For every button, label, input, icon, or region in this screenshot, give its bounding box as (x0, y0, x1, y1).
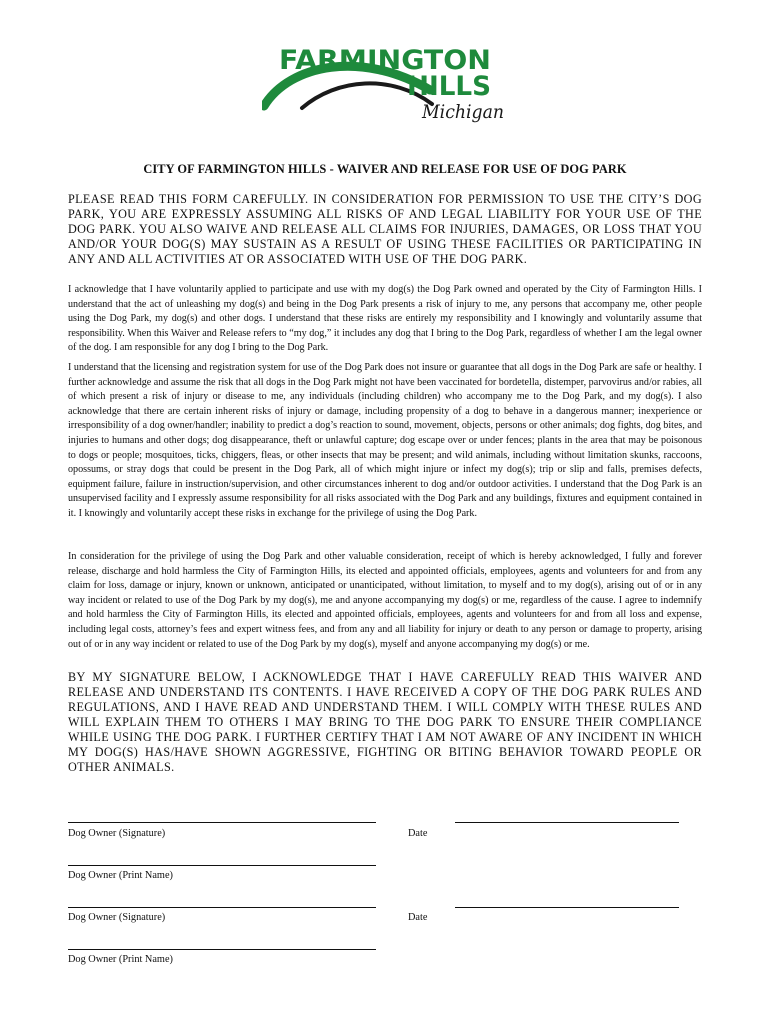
farmington-hills-logo (262, 40, 512, 125)
acknowledgement-paragraph: I acknowledge that I have voluntarily applied to participate and use with my dog(s) the Dog Park owned and operated by the City of Farmington Hills. I understand that the act of unleashing my dog(s) and being in the Dog Park presents a risk of injury to me, any persons that accompany me, other people using the Dog Park, my dog(s) and other dogs. I understand that these risks are entirely my responsibility and I knowingly and voluntarily assume that responsibility. When this Waiver and Release refers to “my dog,” it includes any dog that I bring to the Dog Park, regardless of whether I am the legal owner of the dog. I am responsible for any dog I bring to the Dog Park. (68, 284, 702, 354)
owner-print-label-2: Dog Owner (Print Name) (68, 954, 173, 965)
logo-subtitle: HILLS (407, 71, 491, 102)
owner-signature-line-2[interactable] (68, 907, 376, 908)
date-label-2: Date (408, 912, 428, 923)
intro-paragraph: PLEASE READ THIS FORM CAREFULLY. IN CONSIDERATION FOR PERMISSION TO USE THE CITY’S DOG PARK, YOU ARE EXPRESSLY ASSUMING ALL RISKS OF AND LEGAL LIABILITY FOR YOUR USE OF THE DOG PARK. YOU ALSO WAIVE AND RELEASE ALL CLAIMS FOR INJURIES, DAMAGES, OR LOSS THAT YOU AND/OR YOUR DOG(S) MAY SUSTAIN AS A RESULT OF USING THESE FACILITIES OR PARTICIPATING IN ANY AND ALL ACTIVITIES AT OR ASSOCIATED WITH USE OF THE DOG PARK. (68, 192, 702, 266)
owner-print-line-2[interactable] (68, 949, 376, 950)
logo-title: FARMINGTON (279, 45, 491, 76)
owner-print-line-1[interactable] (68, 865, 376, 866)
release-paragraph: In consideration for the privilege of using the Dog Park and other valuable consideration, receipt of which is hereby acknowledged, I fully and forever release, discharge and hold harmless the City of Farmington Hills, its elected and appointed officials, employees, agents and volunteers for and from any claim for loss, damage or injury, known or unknown, anticipated or unanticipated, without limitation, to myself and to my dog(s), arising out of or in any way incident or related to use of the Dog Park by my dog(s), me and anyone accompanying my dog(s) or me, regardless of the cause. I agree to indemnify and hold harmless the City of Farmington Hills, its elected and appointed officials, employees, agents and volunteers for and from all loss and expense, including legal costs, attorney’s fees and expert witness fees, and from any and all liability for injury or death to any person or damage to property, arising out of or in any way incident or related to use of the Dog Park by my dog(s), myself and anyone accompanying my dog(s) or me. (68, 551, 702, 650)
date-line-1[interactable] (455, 822, 679, 823)
certification-paragraph: BY MY SIGNATURE BELOW, I ACKNOWLEDGE THAT I HAVE CAREFULLY READ THIS WAIVER AND RELEASE AND UNDERSTAND ITS CONTENTS. I HAVE RECEIVED A COPY OF THE DOG PARK RULES AND REGULATIONS, AND I HAVE READ AND UNDERSTAND THEM. I WILL COMPLY WITH THESE RULES AND WILL EXPLAIN THEM TO OTHERS I MAY BRING TO THE DOG PARK TO ENSURE THEIR COMPLIANCE WHILE USING THE DOG PARK. I FURTHER CERTIFY THAT I AM NOT AWARE OF ANY INCIDENT IN WHICH MY DOG(S) HAS/HAVE SHOWN AGGRESSIVE, FIGHTING OR BITING BEHAVIOR TOWARD PEOPLE OR OTHER ANIMALS. (68, 670, 702, 774)
logo-script: Michigan (421, 101, 504, 123)
date-label-1: Date (408, 828, 428, 839)
owner-print-label-1: Dog Owner (Print Name) (68, 870, 173, 881)
date-line-2[interactable] (455, 907, 679, 908)
logo-graphic (262, 40, 512, 125)
owner-signature-label-1: Dog Owner (Signature) (68, 828, 166, 839)
risk-paragraph: I understand that the licensing and registration system for use of the Dog Park does not insure or guarantee that all dogs in the Dog Park are safe or healthy. I further acknowledge and assume the risk that all dogs in the Dog Park might not have been vaccinated for bordetella, distemper, parvovirus and/or rabies, all of which present a risk of injury or disease to me, any individuals (including children) who accompany me to the Dog Park, and my dog(s). I also acknowledge that there are certain inherent risks of injury or damage, including propensity of a dog to behave in a dangerous manner; inexperience or irresponsibility of a dog owner/handler; inability to predict a dog’s reaction to sound, movement, objects, persons or other animals; dog fights, dog bites, and injuries to humans and other dogs; dog disappearance, theft or unlawful capture; dog escape over or under fences; plants in the area that may be poisonous to dogs or people; mosquitoes, ticks, chiggers, fleas, or other insects that may be present; and wild animals, including without limitation skunks, raccoons, opossums, or stray dogs that could be present in the Dog Park, all of which might injure or infect my dog(s); trip or slip and falls, premises defects, equipment failure, failure in instruction/supervision, and other circumstances inherent to dog and/or outdoor activities. I understand that the Dog Park is an unsupervised facility and I expressly assume responsibility for all risks associated with the Dog Park and any buildings, fixtures and equipment contained in it. I knowingly and voluntarily accept these risks in exchange for the privilege of using the Dog Park. (68, 362, 702, 519)
owner-signature-line-1[interactable] (68, 822, 376, 823)
document-title: CITY OF FARMINGTON HILLS - WAIVER AND RELEASE FOR USE OF DOG PARK (143, 162, 627, 176)
owner-signature-label-2: Dog Owner (Signature) (68, 912, 166, 923)
